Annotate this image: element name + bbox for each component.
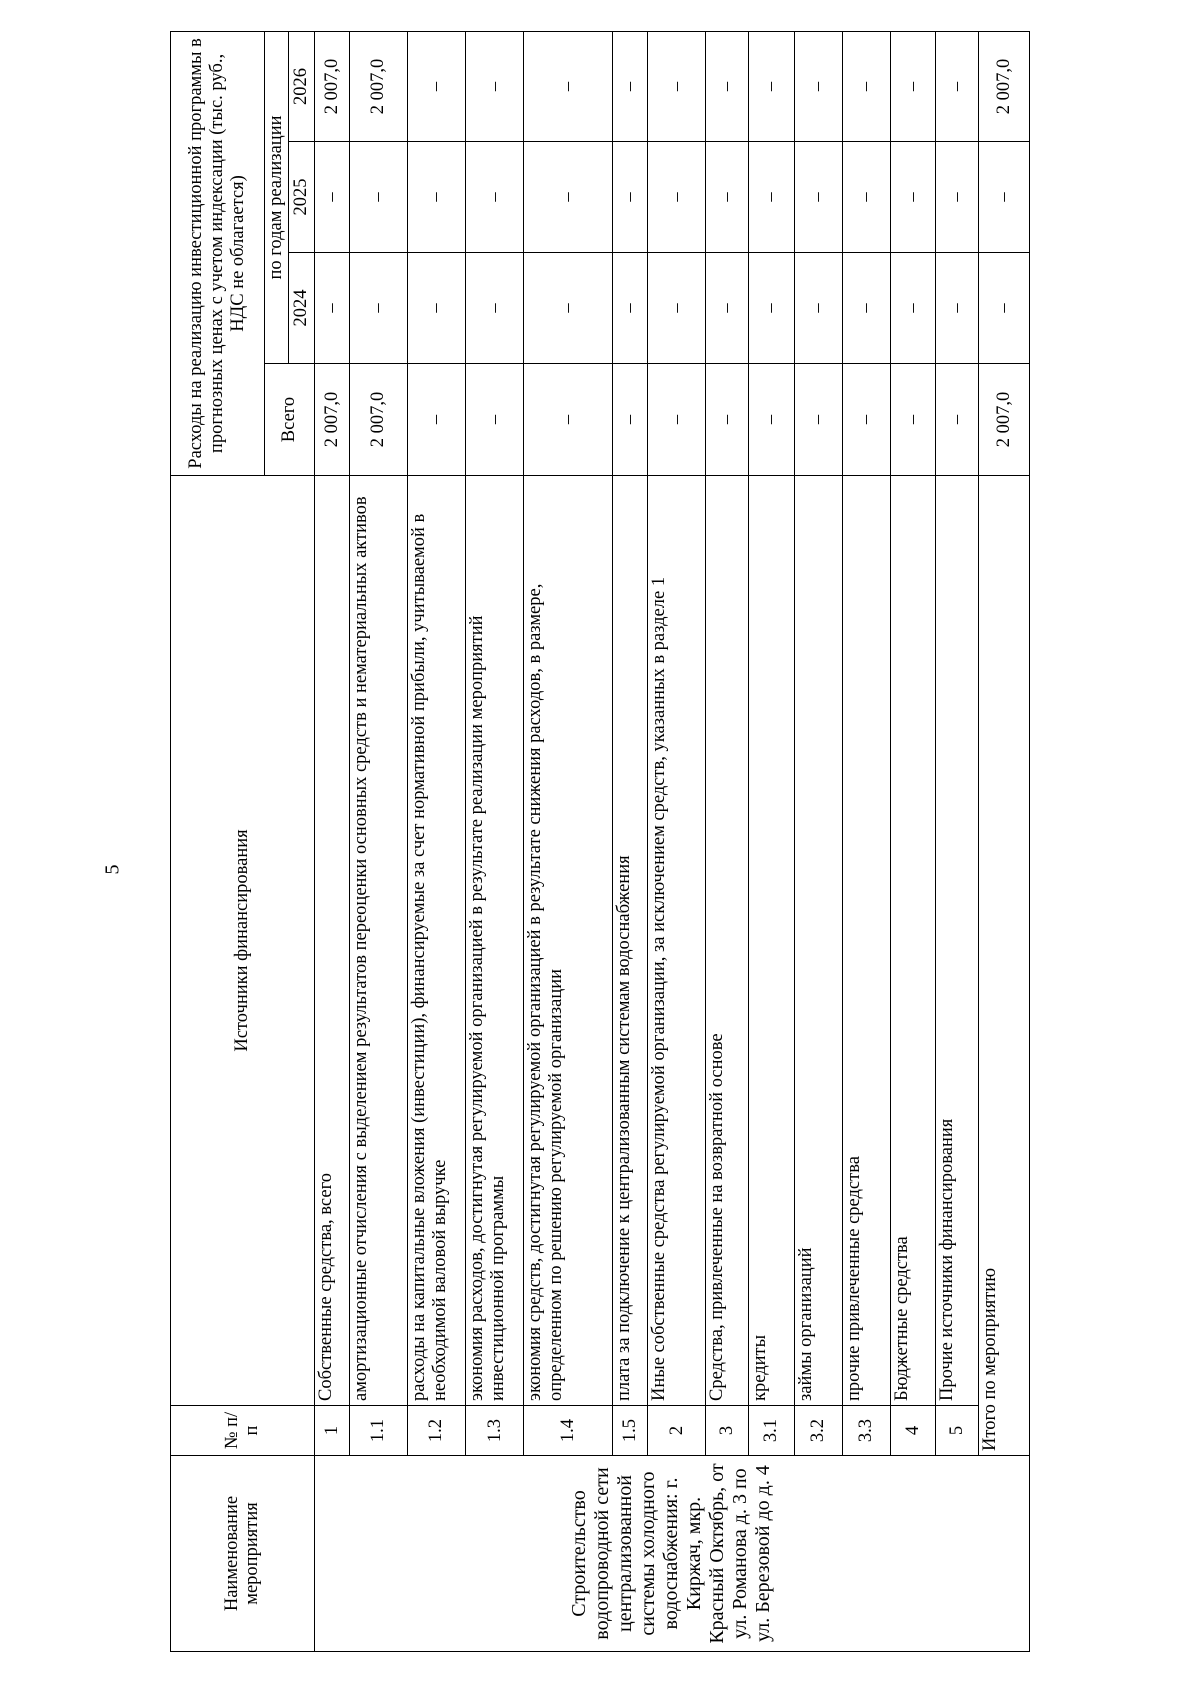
row-2024: – [648,253,706,364]
table-row [648,31,706,1651]
row-2025: – [936,142,979,253]
row-2026: – [466,31,524,141]
header-year-2024: 2024 [288,253,314,364]
header-by-years: по годам реализации [265,31,289,363]
investment-financing-table [170,31,1030,1652]
row-number: 3 [706,1406,749,1456]
row-2025: – [749,142,794,253]
row-source: плата за подключение к централизованным системам водоснабжения [612,476,647,1406]
row-total: – [842,364,890,476]
total-sum: 2 007,0 [979,364,1030,476]
row-source: экономия расходов, достигнутая регулируемой организацией в результате реализации мероприятий инвестиционной программы [466,476,524,1406]
row-2024: – [466,253,524,364]
row-total: 2 007,0 [350,364,408,476]
row-2025: – [314,142,349,253]
row-2026: – [524,31,612,141]
row-2024: – [842,253,890,364]
row-2026: – [706,31,749,141]
row-total: – [466,364,524,476]
row-total: – [890,364,935,476]
row-source: Средства, привлеченные на возвратной основе [706,476,749,1406]
row-number: 1.3 [466,1406,524,1456]
row-2026: – [842,31,890,141]
row-2025: – [890,142,935,253]
row-2024: – [749,253,794,364]
page-number: 5 [101,864,124,875]
row-total: – [706,364,749,476]
row-2024: – [794,253,842,364]
row-2025: – [408,142,466,253]
row-number: 3.1 [749,1406,794,1456]
table-row [936,31,979,1651]
row-2026: – [648,31,706,141]
row-number: 1.1 [350,1406,408,1456]
row-2026: – [890,31,935,141]
row-2025: – [350,142,408,253]
table-row [408,31,466,1651]
row-total: – [612,364,647,476]
header-total: Всего [265,364,315,476]
table-row [314,31,349,1651]
row-2024: – [524,253,612,364]
row-number: 1.2 [408,1406,466,1456]
row-total: – [749,364,794,476]
table-row [466,31,524,1651]
row-source: Бюджетные средства [890,476,935,1406]
total-row [979,31,1030,1651]
row-source: займы организаций [794,476,842,1406]
row-source: Собственные средства, всего [314,476,349,1406]
row-number: 3.2 [794,1406,842,1456]
row-2026: – [612,31,647,141]
row-number: 4 [890,1406,935,1456]
row-2025: – [842,142,890,253]
row-2025: – [794,142,842,253]
row-total: – [936,364,979,476]
row-source: прочие привлеченные средства [842,476,890,1406]
table-row [524,31,612,1651]
row-total: 2 007,0 [314,364,349,476]
table-row [794,31,842,1651]
row-number: 1 [314,1406,349,1456]
table-row [350,31,408,1651]
row-2026: – [408,31,466,141]
table-row [749,31,794,1651]
row-source: экономия средств, достигнутая регулируемой организацией в результате снижения расходов, в размере, определенном по решению регулируемой организации [524,476,612,1406]
row-number: 3.3 [842,1406,890,1456]
rotated-table-container [170,32,1030,1652]
header-sources: Источники финансирования [171,476,315,1406]
total-2024: – [979,253,1030,364]
row-2025: – [466,142,524,253]
row-total: – [408,364,466,476]
row-2025: – [524,142,612,253]
row-2024: – [706,253,749,364]
row-source: амортизационные отчисления с выделением результатов переоценки основных средств и нематериальных активов [350,476,408,1406]
row-total: – [648,364,706,476]
header-expenses-group: Расходы на реализацию инвестиционной программы в прогнозных ценах с учетом индексации (тыс. руб., НДС не облагается) [171,31,265,475]
header-event-name: Наименование мероприятия [171,1456,315,1652]
table-row [890,31,935,1651]
row-source: Иные собственные средства регулируемой организации, за исключением средств, указанных в разделе 1 [648,476,706,1406]
total-2025: – [979,142,1030,253]
row-number: 1.5 [612,1406,647,1456]
row-total: – [524,364,612,476]
row-2026: 2 007,0 [314,31,349,141]
row-2024: – [350,253,408,364]
row-total: – [794,364,842,476]
row-2025: – [648,142,706,253]
header-year-2025: 2025 [288,142,314,253]
row-number: 5 [936,1406,979,1456]
row-source: расходы на капитальные вложения (инвестиции), финансируемые за счет нормативной прибыли, учитываемой в необходимой валовой выручке [408,476,466,1406]
header-year-2026: 2026 [288,31,314,141]
row-number: 2 [648,1406,706,1456]
row-2025: – [612,142,647,253]
total-label: Итого по мероприятию [979,476,1030,1456]
event-name-cell: Строительство водопроводной сети централизованной системы холодного водоснабжения: г. Киржач, мкр. Красный Октябрь, от ул. Романова д. 3 по ул. Березовой до д. 4 [314,1456,1029,1652]
table-row [842,31,890,1651]
row-2024: – [612,253,647,364]
row-2026: – [794,31,842,141]
table-row [612,31,647,1651]
row-2024: – [936,253,979,364]
table-row [706,31,749,1651]
total-2026: 2 007,0 [979,31,1030,141]
header-number: № п/п [171,1406,315,1456]
row-source: кредиты [749,476,794,1406]
row-2024: – [890,253,935,364]
row-2026: – [936,31,979,141]
row-2026: 2 007,0 [350,31,408,141]
row-2024: – [314,253,349,364]
row-2025: – [706,142,749,253]
row-number: 1.4 [524,1406,612,1456]
row-source: Прочие источники финансирования [936,476,979,1406]
row-2026: – [749,31,794,141]
row-2024: – [408,253,466,364]
